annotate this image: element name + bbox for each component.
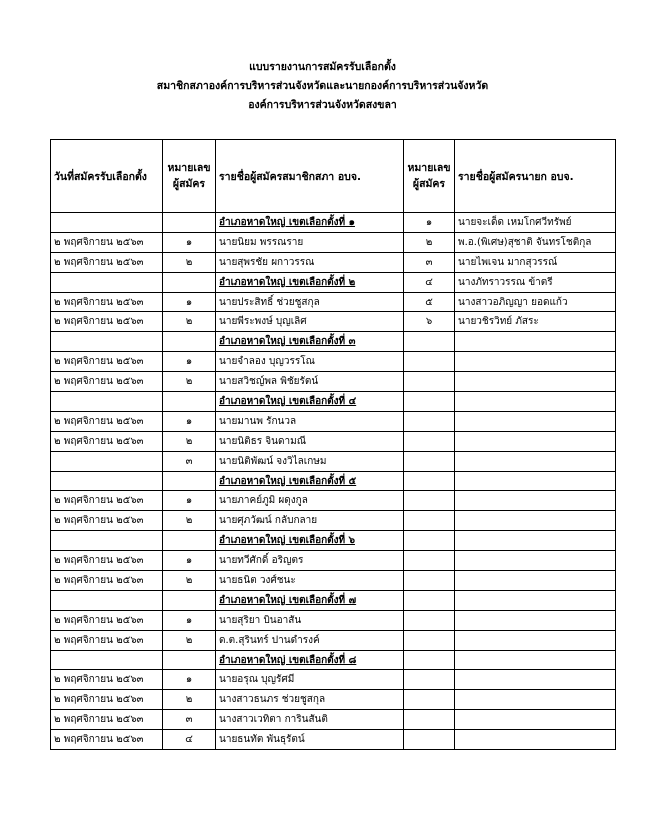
council-number-cell — [163, 471, 216, 491]
mayor-candidate-name: นายวชิรวิทย์ ภัสระ — [455, 312, 616, 332]
mayor-number-cell — [404, 471, 455, 491]
date-cell — [51, 213, 163, 233]
mayor-candidate-name: นายไพเจน มากสุวรรณ์ — [455, 252, 616, 272]
document-subtitle: สมาชิกสภาองค์การบริหารส่วนจังหวัดและนายกองค์การบริหารส่วนจังหวัด — [156, 80, 489, 92]
date-cell — [51, 590, 163, 610]
mayor-number-cell: ๕ — [404, 292, 455, 312]
council-number-cell: ๓ — [163, 710, 216, 730]
mayor-number-cell — [404, 650, 455, 670]
header-council-number-line1: หมายเลข — [167, 162, 211, 174]
district-heading: อำเภอหาดใหญ่ เขตเลือกตั้งที่ ๗ — [216, 590, 404, 610]
council-candidate-name: นายประสิทธิ์ ช่วยชูสกุล — [216, 292, 404, 312]
district-heading: อำเภอหาดใหญ่ เขตเลือกตั้งที่ ๖ — [216, 531, 404, 551]
council-candidate-name: นางสาวเวทิตา การินสันติ — [216, 710, 404, 730]
document-header — [0, 58, 645, 115]
header-date: วันที่สมัครรับเลือกตั้ง — [51, 140, 163, 213]
mayor-candidate-name — [455, 411, 616, 431]
table-row — [51, 232, 616, 252]
mayor-candidate-name — [455, 670, 616, 690]
header-council-candidates: รายชื่อผู้สมัครสมาชิกสภา อบจ. — [216, 140, 404, 213]
council-number-cell: ๑ — [163, 232, 216, 252]
council-candidate-name: นายจำลอง บุญวรรโณ — [216, 352, 404, 372]
mayor-candidate-name — [455, 590, 616, 610]
mayor-number-cell — [404, 511, 455, 531]
council-number-cell: ๒ — [163, 511, 216, 531]
mayor-candidate-name — [455, 650, 616, 670]
council-candidate-name: นายภาคย์ภูมิ ผดุงกูล — [216, 491, 404, 511]
mayor-candidate-name — [455, 431, 616, 451]
council-candidate-name: นายพีระพงษ์ บุญเลิศ — [216, 312, 404, 332]
council-number-cell: ๒ — [163, 630, 216, 650]
mayor-candidate-name: นางภัทราวรรณ ข้าตรี — [455, 272, 616, 292]
mayor-candidate-name — [455, 710, 616, 730]
table-row — [51, 252, 616, 272]
table-row — [51, 630, 616, 650]
date-cell: ๒ พฤศจิกายน ๒๕๖๓ — [51, 690, 163, 710]
mayor-number-cell: ๖ — [404, 312, 455, 332]
date-cell — [51, 531, 163, 551]
date-cell: ๒ พฤศจิกายน ๒๕๖๓ — [51, 232, 163, 252]
header-mayor-number-line2: ผู้สมัคร — [412, 178, 446, 190]
council-number-cell: ๒ — [163, 690, 216, 710]
council-number-cell: ๑ — [163, 670, 216, 690]
council-number-cell: ๒ — [163, 431, 216, 451]
council-candidate-name: นายนิติธร จินดามณี — [216, 431, 404, 451]
table-row — [51, 551, 616, 571]
council-number-cell: ๒ — [163, 252, 216, 272]
date-cell: ๒ พฤศจิกายน ๒๕๖๓ — [51, 551, 163, 571]
council-number-cell: ๑ — [163, 352, 216, 372]
mayor-candidate-name — [455, 630, 616, 650]
date-cell: ๒ พฤศจิกายน ๒๕๖๓ — [51, 630, 163, 650]
mayor-number-cell: ๒ — [404, 232, 455, 252]
mayor-candidate-name — [455, 491, 616, 511]
date-cell: ๒ พฤศจิกายน ๒๕๖๓ — [51, 292, 163, 312]
header-mayor-candidates: รายชื่อผู้สมัครนายก อบจ. — [455, 140, 616, 213]
table-row — [51, 571, 616, 591]
council-candidate-name: นายนิติพัฒน์ จงวิไลเกษม — [216, 451, 404, 471]
district-heading: อำเภอหาดใหญ่ เขตเลือกตั้งที่ ๓ — [216, 332, 404, 352]
district-heading: อำเภอหาดใหญ่ เขตเลือกตั้งที่ ๔ — [216, 392, 404, 412]
table-row — [51, 730, 616, 750]
district-row — [51, 531, 616, 551]
candidate-report-table — [50, 139, 616, 750]
table-row — [51, 352, 616, 372]
table-row — [51, 690, 616, 710]
mayor-number-cell — [404, 332, 455, 352]
table-row — [51, 511, 616, 531]
date-cell: ๒ พฤศจิกายน ๒๕๖๓ — [51, 511, 163, 531]
mayor-number-cell — [404, 551, 455, 571]
council-number-cell: ๒ — [163, 372, 216, 392]
mayor-candidate-name — [455, 352, 616, 372]
table-row — [51, 610, 616, 630]
district-heading: อำเภอหาดใหญ่ เขตเลือกตั้งที่ ๕ — [216, 471, 404, 491]
table-row — [51, 670, 616, 690]
council-number-cell — [163, 332, 216, 352]
council-candidate-name: นายศุภวัฒน์ กลับกลาย — [216, 511, 404, 531]
council-number-cell — [163, 213, 216, 233]
council-candidate-name: นายธนทัต พันธุรัตน์ — [216, 730, 404, 750]
date-cell: ๒ พฤศจิกายน ๒๕๖๓ — [51, 411, 163, 431]
council-number-cell — [163, 650, 216, 670]
mayor-number-cell — [404, 531, 455, 551]
date-cell — [51, 392, 163, 412]
date-cell: ๒ พฤศจิกายน ๒๕๖๓ — [51, 352, 163, 372]
mayor-number-cell — [404, 730, 455, 750]
council-number-cell — [163, 272, 216, 292]
mayor-candidate-name — [455, 451, 616, 471]
district-row — [51, 471, 616, 491]
table-row — [51, 411, 616, 431]
date-cell: ๒ พฤศจิกายน ๒๕๖๓ — [51, 571, 163, 591]
date-cell — [51, 332, 163, 352]
district-row — [51, 213, 616, 233]
table-row — [51, 372, 616, 392]
mayor-number-cell — [404, 710, 455, 730]
mayor-number-cell — [404, 491, 455, 511]
mayor-number-cell: ๔ — [404, 272, 455, 292]
council-number-cell: ๑ — [163, 551, 216, 571]
council-candidate-name: นายสุริยา บินอาสัน — [216, 610, 404, 630]
council-candidate-name: นางสาวธนภร ช่วยชูสกุล — [216, 690, 404, 710]
table-row — [51, 292, 616, 312]
date-cell: ๒ พฤศจิกายน ๒๕๖๓ — [51, 491, 163, 511]
table-row — [51, 710, 616, 730]
mayor-candidate-name: พ.อ.(พิเศษ)สุชาติ จันทรโชติกุล — [455, 232, 616, 252]
mayor-number-cell — [404, 610, 455, 630]
council-candidate-name: นายสุพรชัย ผกาวรรณ — [216, 252, 404, 272]
council-candidate-name: ด.ต.สุรินทร์ ปานดำรงค์ — [216, 630, 404, 650]
mayor-candidate-name — [455, 531, 616, 551]
mayor-number-cell: ๓ — [404, 252, 455, 272]
mayor-number-cell — [404, 451, 455, 471]
table-row — [51, 312, 616, 332]
council-number-cell — [163, 590, 216, 610]
mayor-candidate-name — [455, 372, 616, 392]
council-number-cell: ๒ — [163, 571, 216, 591]
council-candidate-name: นายสวิชญ์พล พิชัยรัตน์ — [216, 372, 404, 392]
date-cell — [51, 272, 163, 292]
header-council-number-line2: ผู้สมัคร — [172, 178, 206, 190]
organization-name: องค์การบริหารส่วนจังหวัดสงขลา — [248, 99, 397, 111]
mayor-candidate-name — [455, 511, 616, 531]
district-row — [51, 272, 616, 292]
header-mayor-number — [404, 140, 455, 213]
mayor-number-cell — [404, 590, 455, 610]
council-number-cell: ๔ — [163, 730, 216, 750]
council-candidate-name: นายนิยม พรรณราย — [216, 232, 404, 252]
district-row — [51, 650, 616, 670]
council-number-cell: ๑ — [163, 610, 216, 630]
mayor-number-cell — [404, 690, 455, 710]
district-heading: อำเภอหาดใหญ่ เขตเลือกตั้งที่ ๒ — [216, 272, 404, 292]
mayor-candidate-name — [455, 471, 616, 491]
council-number-cell — [163, 531, 216, 551]
table-header-row — [51, 140, 616, 213]
date-cell — [51, 471, 163, 491]
mayor-candidate-name — [455, 332, 616, 352]
council-candidate-name: นายทวีศักดิ์ อริญตร — [216, 551, 404, 571]
mayor-number-cell — [404, 372, 455, 392]
district-row — [51, 590, 616, 610]
mayor-candidate-name — [455, 610, 616, 630]
mayor-candidate-name: นางสาวอภิญญา ยอดแก้ว — [455, 292, 616, 312]
council-number-cell: ๓ — [163, 451, 216, 471]
mayor-candidate-name — [455, 730, 616, 750]
mayor-candidate-name: นายจะเด็ด เหมโกศวีทรัพย์ — [455, 213, 616, 233]
mayor-candidate-name — [455, 392, 616, 412]
council-candidate-name: นายมานพ รักนวล — [216, 411, 404, 431]
date-cell: ๒ พฤศจิกายน ๒๕๖๓ — [51, 710, 163, 730]
date-cell — [51, 650, 163, 670]
mayor-number-cell — [404, 431, 455, 451]
date-cell: ๒ พฤศจิกายน ๒๕๖๓ — [51, 431, 163, 451]
mayor-number-cell — [404, 571, 455, 591]
mayor-candidate-name — [455, 571, 616, 591]
date-cell — [51, 451, 163, 471]
table-row — [51, 431, 616, 451]
council-number-cell: ๒ — [163, 312, 216, 332]
mayor-number-cell — [404, 630, 455, 650]
mayor-number-cell: ๑ — [404, 213, 455, 233]
mayor-number-cell — [404, 352, 455, 372]
table-body — [51, 213, 616, 750]
table-row — [51, 451, 616, 471]
district-heading: อำเภอหาดใหญ่ เขตเลือกตั้งที่ ๘ — [216, 650, 404, 670]
mayor-number-cell — [404, 670, 455, 690]
date-cell: ๒ พฤศจิกายน ๒๕๖๓ — [51, 312, 163, 332]
header-mayor-number-line1: หมายเลข — [407, 162, 451, 174]
mayor-number-cell — [404, 392, 455, 412]
council-number-cell: ๑ — [163, 491, 216, 511]
council-number-cell: ๑ — [163, 411, 216, 431]
date-cell: ๒ พฤศจิกายน ๒๕๖๓ — [51, 252, 163, 272]
district-row — [51, 392, 616, 412]
document-title: แบบรายงานการสมัครรับเลือกตั้ง — [249, 61, 396, 73]
council-number-cell: ๑ — [163, 292, 216, 312]
date-cell: ๒ พฤศจิกายน ๒๕๖๓ — [51, 670, 163, 690]
district-row — [51, 332, 616, 352]
council-number-cell — [163, 392, 216, 412]
header-council-number — [163, 140, 216, 213]
date-cell: ๒ พฤศจิกายน ๒๕๖๓ — [51, 730, 163, 750]
council-candidate-name: นายธนิต วงศ์ชนะ — [216, 571, 404, 591]
date-cell: ๒ พฤศจิกายน ๒๕๖๓ — [51, 372, 163, 392]
mayor-candidate-name — [455, 690, 616, 710]
date-cell: ๒ พฤศจิกายน ๒๕๖๓ — [51, 610, 163, 630]
table-row — [51, 491, 616, 511]
district-heading: อำเภอหาดใหญ่ เขตเลือกตั้งที่ ๑ — [216, 213, 404, 233]
council-candidate-name: นายอรุณ บุญรัศมี — [216, 670, 404, 690]
mayor-candidate-name — [455, 551, 616, 571]
mayor-number-cell — [404, 411, 455, 431]
